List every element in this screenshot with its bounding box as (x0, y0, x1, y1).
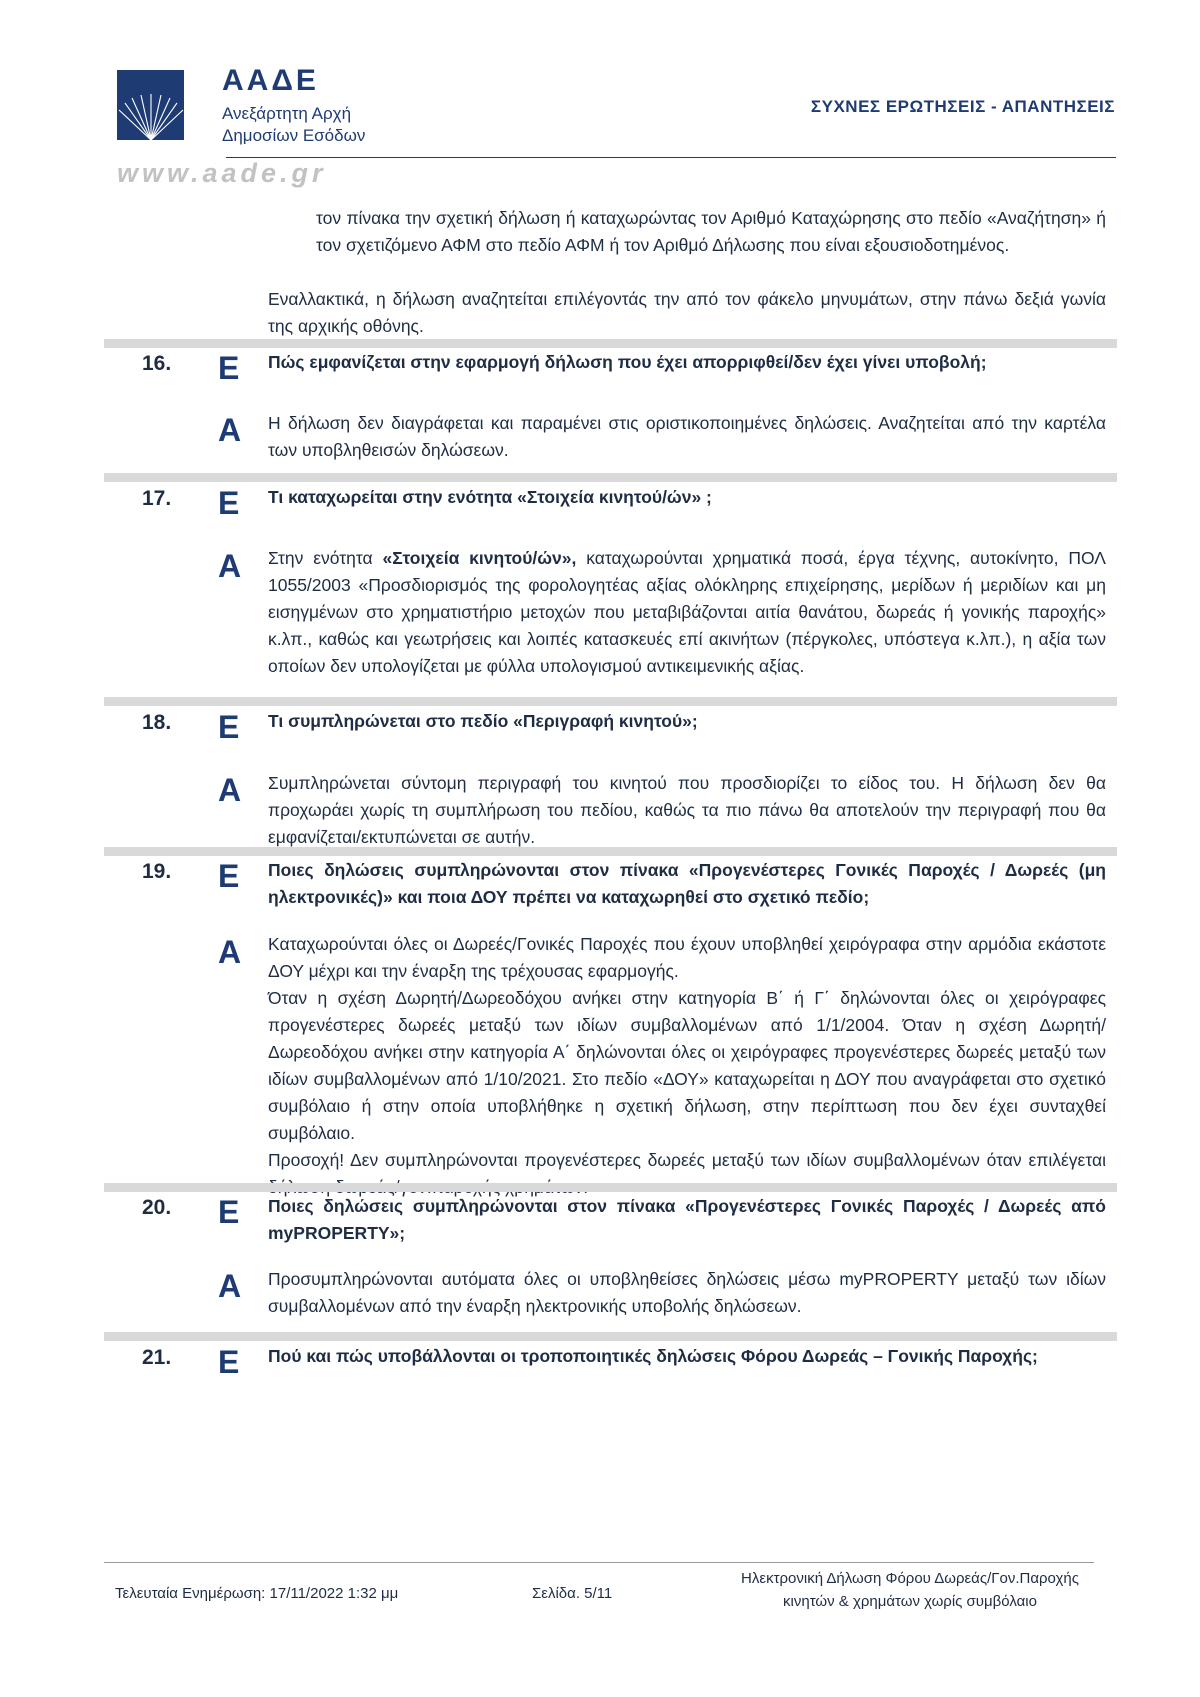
question-text: Ποιες δηλώσεις συμπληρώνονται στον πίνακα «Προγενέστερες Γονικές Παροχές / Δωρεές (μη ηλεκτρονικές)» και ποια ΔΟΥ πρέπει να καταχωρηθεί στο σχετικό πεδίο; (268, 860, 1106, 907)
question-number: 20. (142, 1196, 172, 1219)
header-rule (226, 157, 1116, 158)
question-number: 21. (142, 1346, 172, 1369)
question-number: 16. (142, 352, 172, 375)
aade-logo-icon (117, 70, 184, 140)
answer-paragraph: Όταν η σχέση Δωρητή/Δωρεοδόχου ανήκει στην κατηγορία Β΄ ή Γ΄ δηλώνονται όλες οι χειρόγραφες προγενέστερες δωρεές μεταξύ των ιδίων συμβαλλομένων από 1/1/2004. Όταν η σχέση Δωρητή/Δωρεοδόχου ανήκει στην κατηγορία Α΄ δηλώνονται όλες οι χειρόγραφες προγενέστερες δωρεές μεταξύ των ιδίων συμβαλλομένων από 1/10/2021. Στο πεδίο «ΔΟΥ» καταχωρείται η ΔΟΥ που αναγράφεται στο σχετικό συμβόλαιο ή στην οποία υποβλήθηκε η σχετική δήλωση, στην περίπτωση που δεν έχει συνταχθεί συμβόλαιο. (268, 988, 1106, 1143)
question-text: Τι συμπληρώνεται στο πεδίο «Περιγραφή κινητού»; (268, 711, 698, 731)
question-text: Τι καταχωρείται στην ενότητα «Στοιχεία κινητού/ών» ; (268, 487, 712, 507)
page-title: ΣΥΧΝΕΣ ΕΡΩΤΗΣΕΙΣ - ΑΠΑΝΤΗΣΕΙΣ (810, 97, 1115, 116)
answer-paragraph: Προσοχή! Δεν συμπληρώνονται προγενέστερες δωρεές μεταξύ των ιδίων συμβαλλομένων όταν επιλέγεται (268, 1150, 1106, 1170)
answer-text (268, 545, 1106, 680)
answer-rest: καταχωρούνται χρηματικά ποσά, έργα τέχνης, αυτοκίνητο, ΠΟΛ 1055/2003 «Προσδιορισμός της φορολογητέας αξίας ολόκληρης επιχείρησης, μερίδων ή μεριδίων και μη εισηγμένων στο χρηματιστήριο μετοχών που μεταβιβάζονται αιτία θανάτου, δωρεάς ή γονικής παροχής» κ.λπ., καθώς και γεωτρήσεις και λοιπές κατασκευές επί ακινήτων (πέργκολες, υπόστεγα κ.λπ.), η αξία των οποίων δεν υπολογίζεται με φύλλα υπολογισμού αντικειμενικής αξίας. (268, 548, 1106, 676)
question-label: Ε (218, 709, 240, 745)
footer-page-number: Σελίδα. 5/11 (532, 1585, 613, 1602)
answer-lead: Στην ενότητα (268, 548, 383, 568)
logo-title: ΑΑΔΕ (222, 64, 319, 97)
question-label: Ε (218, 1194, 240, 1230)
logo-subtitle (222, 103, 365, 147)
question-number: 17. (142, 487, 172, 510)
question-label: Ε (218, 350, 240, 386)
continuation-paragraph-2: Εναλλακτικά, η δήλωση αναζητείται επιλέγοντάς την από τον φάκελο μηνυμάτων, στην πάνω δεξιά γωνία της αρχικής οθόνης. (268, 289, 1106, 336)
logo-subtitle-line-1: Ανεξάρτητη Αρχή (222, 104, 352, 123)
question-text: Πού και πώς υποβάλλονται οι τροποποιητικές δηλώσεις Φόρου Δωρεάς – Γονικής Παροχής; (268, 1346, 1038, 1366)
logo-url: www.aade.gr (117, 158, 327, 188)
question-text: Ποιες δηλώσεις συμπληρώνονται στον πίνακα «Προγενέστερες Γονικές Παροχές / Δωρεές από myPROPERTY»; (268, 1196, 1106, 1243)
footer-document-title-line-2: κινητών & χρημάτων χωρίς συμβόλαιο (783, 1593, 1037, 1610)
answer-text: Συμπληρώνεται σύντομη περιγραφή του κινητού που προσδιορίζει το είδος του. Η δήλωση δεν θα προχωράει χωρίς τη συμπλήρωση του πεδίου, καθώς τα πιο πάνω θα αποτελούν την περιγραφή που θα εμφανίζεται/εκτυπώνεται σε αυτήν. (268, 773, 1106, 847)
footer-last-updated: Τελευταία Ενημέρωση: 17/11/2022 1:32 μμ (115, 1585, 399, 1602)
section-divider (104, 697, 1117, 706)
question-label: Ε (218, 1344, 240, 1380)
page-header (0, 0, 1200, 200)
answer-text: Η δήλωση δεν διαγράφεται και παραμένει στις οριστικοποιημένες δηλώσεις. Αναζητείται από την καρτέλα των υποβληθεισών δηλώσεων. (268, 413, 1106, 460)
section-divider (104, 847, 1117, 856)
answer-text (268, 931, 1106, 1201)
answer-label: Α (218, 548, 242, 584)
continuation-paragraph-1: τον πίνακα την σχετική δήλωση ή καταχωρώντας τον Αριθμό Καταχώρησης στο πεδίο «Αναζήτηση» ή τον σχετιζόμενο ΑΦΜ στο πεδίο ΑΦΜ ή τον Αριθμό Δήλωσης που είναι εξουσιοδοτημένος. (316, 208, 1106, 255)
section-divider (104, 1332, 1117, 1341)
footer-rule (104, 1562, 1094, 1563)
answer-paragraph: Καταχωρούνται όλες οι Δωρεές/Γονικές Παροχές που έχουν υποβληθεί χειρόγραφα στην αρμόδια εκάστοτε ΔΟΥ μέχρι και την έναρξη της τρέχουσας εφαρμογής. (268, 934, 1106, 981)
section-divider (104, 339, 1117, 348)
answer-label: Α (218, 1268, 242, 1304)
question-number: 18. (142, 711, 172, 734)
logo-subtitle-line-2: Δημοσίων Εσόδων (222, 126, 366, 145)
question-label: Ε (218, 485, 240, 521)
answer-label: Α (218, 934, 242, 970)
answer-emphasis: «Στοιχεία κινητού/ών», (382, 548, 577, 568)
footer-document-title (720, 1567, 1100, 1613)
section-divider (104, 473, 1117, 482)
footer-document-title-line-1: Ηλεκτρονική Δήλωση Φόρου Δωρεάς/Γον.Παροχής (741, 1570, 1079, 1587)
section-divider (104, 1183, 1117, 1192)
question-number: 19. (142, 860, 172, 883)
question-text: Πώς εμφανίζεται στην εφαρμογή δήλωση που έχει απορριφθεί/δεν έχει γίνει υποβολή; (268, 352, 987, 372)
question-label: Ε (218, 858, 240, 894)
answer-text: Προσυμπληρώνονται αυτόματα όλες οι υποβληθείσες δηλώσεις μέσω myPROPERTY μεταξύ των ιδίων συμβαλλομένων από την έναρξη ηλεκτρονικής υποβολής δηλώσεων. (268, 1269, 1106, 1316)
answer-label: Α (218, 412, 242, 448)
answer-label: Α (218, 772, 242, 808)
